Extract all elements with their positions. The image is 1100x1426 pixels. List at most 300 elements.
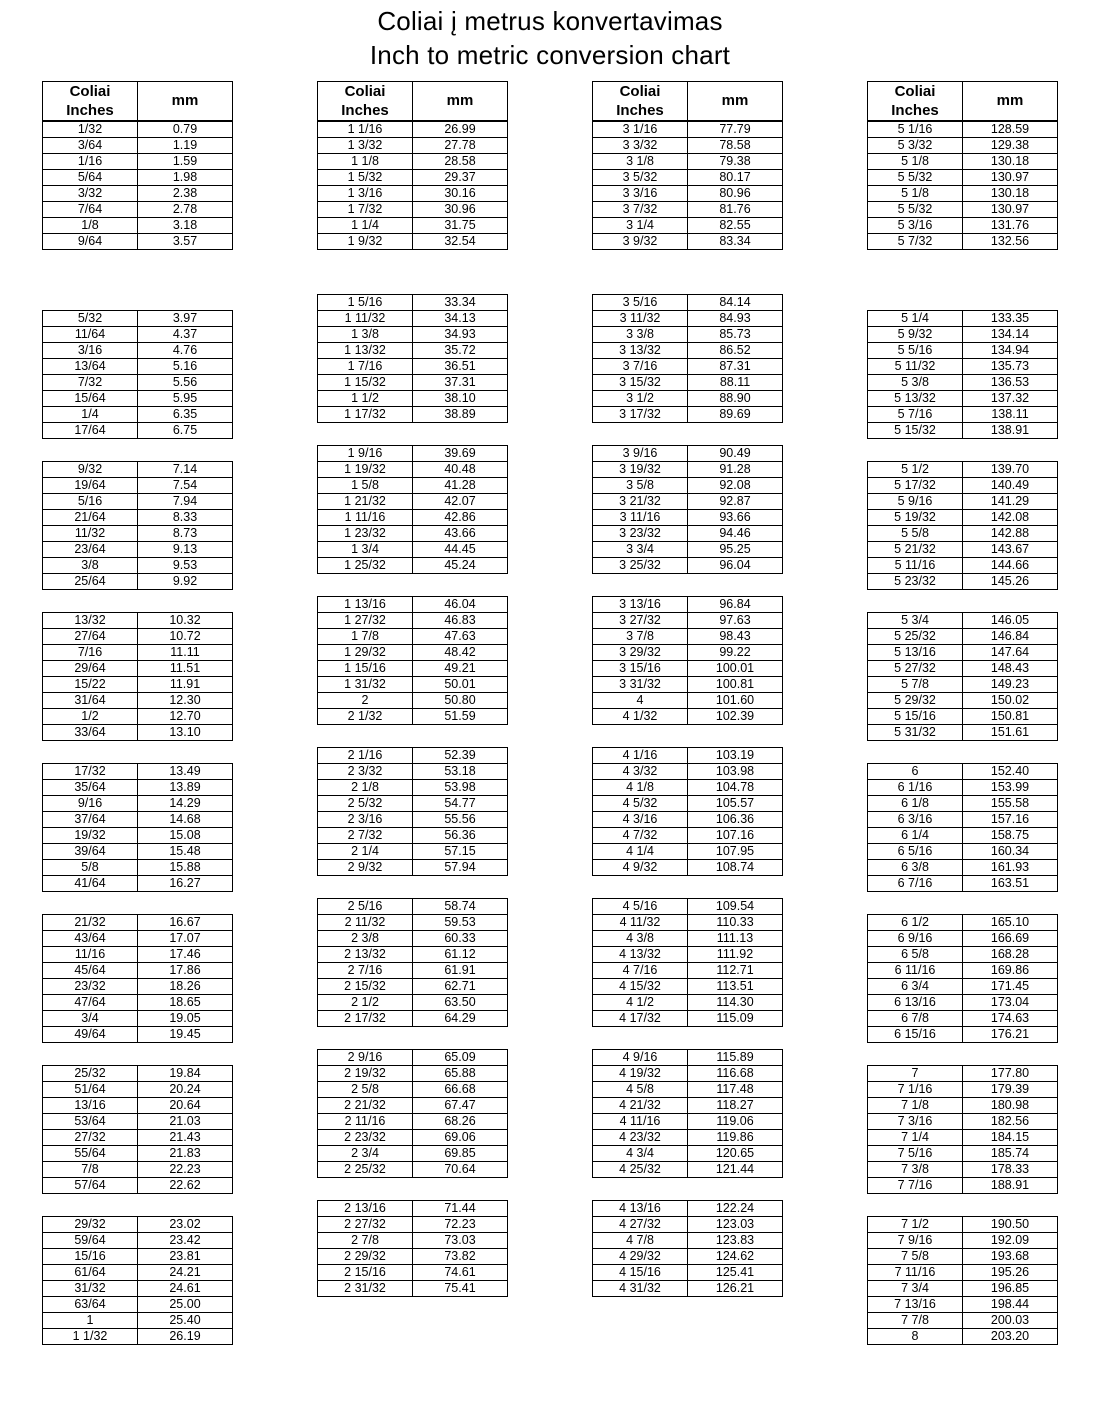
cell-inches: 2 15/32: [318, 978, 413, 994]
cell-inches: 5 13/16: [868, 644, 963, 660]
table-header-row: [43, 81, 233, 120]
cell-inches: 29/64: [43, 660, 138, 676]
cell-mm: 21.03: [138, 1113, 233, 1129]
conversion-table: [42, 121, 233, 250]
cell-mm: 19.05: [138, 1010, 233, 1026]
table-row: [593, 121, 783, 137]
cell-inches: 1 19/32: [318, 461, 413, 477]
cell-inches: 6: [868, 763, 963, 779]
cell-mm: 70.64: [413, 1161, 508, 1177]
table-row: [868, 978, 1058, 994]
table-row: [318, 294, 508, 310]
cell-inches: 4 7/32: [593, 827, 688, 843]
cell-mm: 195.26: [963, 1264, 1058, 1280]
cell-inches: 1 29/32: [318, 644, 413, 660]
cell-mm: 73.82: [413, 1248, 508, 1264]
table-row: [318, 660, 508, 676]
cell-inches: 1 13/32: [318, 342, 413, 358]
table-row: [868, 1264, 1058, 1280]
cell-mm: 115.09: [688, 1010, 783, 1026]
table-row: [593, 1081, 783, 1097]
table-row: [593, 525, 783, 541]
cell-inches: 4 7/8: [593, 1232, 688, 1248]
table-row: [43, 1328, 233, 1344]
cell-inches: 27/32: [43, 1129, 138, 1145]
cell-inches: 3 21/32: [593, 493, 688, 509]
cell-mm: 71.44: [413, 1200, 508, 1216]
cell-mm: 130.18: [963, 185, 1058, 201]
cell-inches: 2 1/4: [318, 843, 413, 859]
cell-mm: 55.56: [413, 811, 508, 827]
table-row: [318, 795, 508, 811]
cell-inches: 5 1/8: [868, 185, 963, 201]
table-row: [318, 201, 508, 217]
cell-mm: 2.38: [138, 185, 233, 201]
cell-mm: 105.57: [688, 795, 783, 811]
conversion-table: [867, 763, 1058, 892]
cell-inches: 8: [868, 1328, 963, 1344]
table-row: [593, 557, 783, 573]
table-row: [868, 1026, 1058, 1042]
cell-inches: 3 13/32: [593, 342, 688, 358]
cell-inches: 7 7/8: [868, 1312, 963, 1328]
table-row: [593, 342, 783, 358]
header-inches-lt: Coliai: [894, 82, 936, 100]
cell-mm: 23.02: [138, 1216, 233, 1232]
table-row: [43, 477, 233, 493]
table-row: [868, 541, 1058, 557]
table-row: [43, 493, 233, 509]
table-row: [593, 1049, 783, 1065]
conversion-column: [550, 81, 825, 1345]
cell-mm: 150.81: [963, 708, 1058, 724]
cell-inches: 5/64: [43, 169, 138, 185]
table-row: [43, 978, 233, 994]
table-row: [868, 169, 1058, 185]
cell-mm: 8.33: [138, 509, 233, 525]
cell-inches: 41/64: [43, 875, 138, 891]
cell-inches: 1 3/8: [318, 326, 413, 342]
cell-inches: 45/64: [43, 962, 138, 978]
cell-mm: 88.11: [688, 374, 783, 390]
cell-inches: 5 5/32: [868, 201, 963, 217]
table-row: [318, 1145, 508, 1161]
cell-mm: 145.26: [963, 573, 1058, 589]
cell-inches: 1 7/8: [318, 628, 413, 644]
cell-inches: 5 17/32: [868, 477, 963, 493]
conversion-table: [592, 898, 783, 1027]
cell-inches: 1/8: [43, 217, 138, 233]
table-row: [868, 1129, 1058, 1145]
cell-mm: 75.41: [413, 1280, 508, 1296]
table-row: [593, 811, 783, 827]
cell-inches: 6 1/8: [868, 795, 963, 811]
table-row: [593, 509, 783, 525]
cell-mm: 130.97: [963, 201, 1058, 217]
conversion-table: [42, 1065, 233, 1194]
cell-inches: 29/32: [43, 1216, 138, 1232]
cell-mm: 114.30: [688, 994, 783, 1010]
cell-mm: 98.43: [688, 628, 783, 644]
cell-inches: 3 15/16: [593, 660, 688, 676]
table-row: [868, 461, 1058, 477]
cell-inches: 3 7/16: [593, 358, 688, 374]
cell-inches: 7 7/16: [868, 1177, 963, 1193]
cell-inches: 23/64: [43, 541, 138, 557]
cell-inches: 5 9/32: [868, 326, 963, 342]
conversion-table: [317, 445, 508, 574]
cell-inches: 1 3/16: [318, 185, 413, 201]
cell-mm: 137.32: [963, 390, 1058, 406]
cell-mm: 8.73: [138, 525, 233, 541]
cell-mm: 31.75: [413, 217, 508, 233]
cell-inches: 3 25/32: [593, 557, 688, 573]
table-row: [43, 342, 233, 358]
table-row: [868, 217, 1058, 233]
cell-inches: 4 25/32: [593, 1161, 688, 1177]
cell-inches: 59/64: [43, 1232, 138, 1248]
cell-mm: 85.73: [688, 326, 783, 342]
cell-inches: 13/16: [43, 1097, 138, 1113]
cell-mm: 28.58: [413, 153, 508, 169]
cell-mm: 144.66: [963, 557, 1058, 573]
cell-inches: 3 27/32: [593, 612, 688, 628]
cell-inches: 5/8: [43, 859, 138, 875]
table-row: [868, 827, 1058, 843]
cell-mm: 91.28: [688, 461, 783, 477]
table-row: [43, 557, 233, 573]
table-row: [43, 660, 233, 676]
cell-inches: 6 1/4: [868, 827, 963, 843]
cell-inches: 5 15/32: [868, 422, 963, 438]
cell-inches: 4 17/32: [593, 1010, 688, 1026]
conversion-table: [867, 121, 1058, 250]
table-row: [593, 859, 783, 875]
cell-inches: 3 1/4: [593, 217, 688, 233]
cell-mm: 27.78: [413, 137, 508, 153]
table-row: [43, 1280, 233, 1296]
table-row: [43, 326, 233, 342]
cell-mm: 121.44: [688, 1161, 783, 1177]
cell-mm: 130.97: [963, 169, 1058, 185]
table-row: [593, 827, 783, 843]
cell-mm: 79.38: [688, 153, 783, 169]
cell-mm: 9.53: [138, 557, 233, 573]
cell-inches: 4 3/8: [593, 930, 688, 946]
cell-inches: 1 21/32: [318, 493, 413, 509]
cell-mm: 6.35: [138, 406, 233, 422]
table-row: [43, 358, 233, 374]
cell-mm: 38.89: [413, 406, 508, 422]
cell-mm: 103.19: [688, 747, 783, 763]
cell-inches: 4 5/32: [593, 795, 688, 811]
cell-inches: 4 3/4: [593, 1145, 688, 1161]
table-row: [593, 747, 783, 763]
table-row: [593, 1161, 783, 1177]
table-row: [593, 1216, 783, 1232]
cell-inches: 1 9/16: [318, 445, 413, 461]
table-row: [318, 1200, 508, 1216]
cell-mm: 50.80: [413, 692, 508, 708]
table-row: [318, 541, 508, 557]
cell-inches: 2 13/32: [318, 946, 413, 962]
cell-mm: 139.70: [963, 461, 1058, 477]
table-row: [43, 390, 233, 406]
cell-inches: 6 11/16: [868, 962, 963, 978]
cell-mm: 180.98: [963, 1097, 1058, 1113]
table-row: [318, 185, 508, 201]
cell-inches: 5 5/8: [868, 525, 963, 541]
cell-inches: 1/16: [43, 153, 138, 169]
cell-mm: 102.39: [688, 708, 783, 724]
header-inches: [43, 81, 138, 120]
table-row: [593, 1264, 783, 1280]
cell-mm: 80.96: [688, 185, 783, 201]
table-row: [318, 509, 508, 525]
column-header-table: [592, 81, 783, 121]
table-row: [868, 1081, 1058, 1097]
cell-inches: 2 1/2: [318, 994, 413, 1010]
conversion-column: [275, 81, 550, 1345]
table-row: [593, 294, 783, 310]
cell-mm: 14.68: [138, 811, 233, 827]
table-row: [593, 390, 783, 406]
table-row: [593, 994, 783, 1010]
conversion-columns: [0, 81, 1100, 1345]
cell-inches: 1/4: [43, 406, 138, 422]
cell-inches: 3 17/32: [593, 406, 688, 422]
table-row: [593, 660, 783, 676]
cell-mm: 49.21: [413, 660, 508, 676]
cell-mm: 107.16: [688, 827, 783, 843]
cell-inches: 2 5/16: [318, 898, 413, 914]
conversion-table: [317, 294, 508, 423]
header-inches: [318, 81, 413, 120]
table-row: [318, 708, 508, 724]
cell-mm: 130.18: [963, 153, 1058, 169]
table-row: [593, 1232, 783, 1248]
cell-inches: 7 1/8: [868, 1097, 963, 1113]
table-row: [43, 827, 233, 843]
cell-mm: 108.74: [688, 859, 783, 875]
conversion-table: [317, 747, 508, 876]
table-row: [868, 843, 1058, 859]
cell-inches: 33/64: [43, 724, 138, 740]
conversion-table: [592, 1049, 783, 1178]
cell-inches: 1/2: [43, 708, 138, 724]
table-row: [318, 779, 508, 795]
table-row: [868, 1328, 1058, 1344]
cell-mm: 97.63: [688, 612, 783, 628]
cell-inches: 55/64: [43, 1145, 138, 1161]
cell-inches: 2 1/8: [318, 779, 413, 795]
cell-mm: 133.35: [963, 310, 1058, 326]
cell-mm: 72.23: [413, 1216, 508, 1232]
cell-inches: 19/64: [43, 477, 138, 493]
cell-inches: 3 3/16: [593, 185, 688, 201]
table-row: [593, 477, 783, 493]
table-row: [868, 1280, 1058, 1296]
cell-mm: 119.86: [688, 1129, 783, 1145]
cell-mm: 9.92: [138, 573, 233, 589]
cell-mm: 87.31: [688, 358, 783, 374]
cell-inches: 9/32: [43, 461, 138, 477]
cell-mm: 176.21: [963, 1026, 1058, 1042]
cell-inches: 1 1/32: [43, 1328, 138, 1344]
table-row: [43, 1296, 233, 1312]
cell-mm: 30.96: [413, 201, 508, 217]
cell-inches: 1 31/32: [318, 676, 413, 692]
table-header-row: [593, 81, 783, 120]
cell-inches: 2 7/16: [318, 962, 413, 978]
table-row: [868, 811, 1058, 827]
conversion-table: [317, 596, 508, 725]
table-row: [593, 406, 783, 422]
column-header-table: [317, 81, 508, 121]
cell-mm: 96.04: [688, 557, 783, 573]
table-row: [593, 1145, 783, 1161]
cell-mm: 22.62: [138, 1177, 233, 1193]
table-row: [593, 914, 783, 930]
table-row: [318, 169, 508, 185]
table-row: [593, 612, 783, 628]
table-row: [593, 310, 783, 326]
cell-inches: 4 9/32: [593, 859, 688, 875]
cell-inches: 3/32: [43, 185, 138, 201]
table-row: [318, 1113, 508, 1129]
cell-mm: 15.08: [138, 827, 233, 843]
cell-inches: 7 9/16: [868, 1232, 963, 1248]
cell-mm: 119.06: [688, 1113, 783, 1129]
table-row: [43, 1264, 233, 1280]
cell-mm: 149.23: [963, 676, 1058, 692]
conversion-table: [867, 914, 1058, 1043]
cell-mm: 143.67: [963, 541, 1058, 557]
cell-mm: 5.95: [138, 390, 233, 406]
cell-inches: 2 1/32: [318, 708, 413, 724]
cell-mm: 157.16: [963, 811, 1058, 827]
cell-inches: 7: [868, 1065, 963, 1081]
cell-mm: 122.24: [688, 1200, 783, 1216]
cell-mm: 20.64: [138, 1097, 233, 1113]
header-inches-en: Inches: [616, 101, 664, 119]
table-row: [593, 169, 783, 185]
cell-inches: 4 11/32: [593, 914, 688, 930]
cell-mm: 7.54: [138, 477, 233, 493]
cell-mm: 19.45: [138, 1026, 233, 1042]
cell-inches: 6 5/8: [868, 946, 963, 962]
table-row: [868, 994, 1058, 1010]
cell-inches: 5 13/32: [868, 390, 963, 406]
header-mm: mm: [138, 81, 233, 120]
cell-inches: 7 3/16: [868, 1113, 963, 1129]
cell-inches: 2 17/32: [318, 1010, 413, 1026]
table-row: [593, 137, 783, 153]
cell-inches: 5 5/32: [868, 169, 963, 185]
cell-inches: 4 1/2: [593, 994, 688, 1010]
table-row: [868, 612, 1058, 628]
cell-mm: 56.36: [413, 827, 508, 843]
cell-inches: 5/32: [43, 310, 138, 326]
cell-mm: 57.15: [413, 843, 508, 859]
table-row: [43, 946, 233, 962]
cell-mm: 24.61: [138, 1280, 233, 1296]
cell-inches: 6 7/8: [868, 1010, 963, 1026]
cell-inches: 2 11/16: [318, 1113, 413, 1129]
cell-inches: 1 23/32: [318, 525, 413, 541]
table-row: [318, 827, 508, 843]
cell-mm: 65.88: [413, 1065, 508, 1081]
cell-mm: 146.84: [963, 628, 1058, 644]
cell-mm: 3.97: [138, 310, 233, 326]
table-row: [318, 390, 508, 406]
table-row: [593, 1248, 783, 1264]
table-row: [318, 1248, 508, 1264]
table-row: [43, 233, 233, 249]
cell-inches: 1 5/8: [318, 477, 413, 493]
table-row: [318, 644, 508, 660]
table-row: [43, 795, 233, 811]
conversion-table: [42, 914, 233, 1043]
cell-inches: 3 7/8: [593, 628, 688, 644]
table-row: [868, 875, 1058, 891]
cell-mm: 7.14: [138, 461, 233, 477]
table-row: [868, 406, 1058, 422]
cell-mm: 36.51: [413, 358, 508, 374]
cell-inches: 5 3/8: [868, 374, 963, 390]
column-header-table: [42, 81, 233, 121]
table-row: [593, 1200, 783, 1216]
header-mm: mm: [963, 81, 1058, 120]
cell-inches: 1 15/32: [318, 374, 413, 390]
table-row: [868, 660, 1058, 676]
cell-inches: 3 23/32: [593, 525, 688, 541]
cell-mm: 61.12: [413, 946, 508, 962]
cell-inches: 4 1/32: [593, 708, 688, 724]
cell-mm: 65.09: [413, 1049, 508, 1065]
conversion-table: [592, 596, 783, 725]
table-row: [868, 137, 1058, 153]
cell-inches: 2: [318, 692, 413, 708]
cell-inches: 5 23/32: [868, 573, 963, 589]
conversion-table: [592, 121, 783, 250]
conversion-table: [317, 121, 508, 250]
cell-inches: 57/64: [43, 1177, 138, 1193]
cell-mm: 0.79: [138, 121, 233, 137]
table-row: [868, 374, 1058, 390]
table-row: [868, 795, 1058, 811]
cell-mm: 103.98: [688, 763, 783, 779]
cell-mm: 21.43: [138, 1129, 233, 1145]
cell-mm: 34.13: [413, 310, 508, 326]
table-row: [593, 843, 783, 859]
cell-mm: 161.93: [963, 859, 1058, 875]
table-row: [43, 1248, 233, 1264]
cell-inches: 53/64: [43, 1113, 138, 1129]
table-row: [43, 1312, 233, 1328]
table-row: [318, 406, 508, 422]
cell-inches: 6 7/16: [868, 875, 963, 891]
table-row: [43, 875, 233, 891]
cell-mm: 193.68: [963, 1248, 1058, 1264]
cell-inches: 4 21/32: [593, 1097, 688, 1113]
cell-mm: 129.38: [963, 137, 1058, 153]
table-row: [868, 390, 1058, 406]
cell-mm: 10.72: [138, 628, 233, 644]
table-row: [318, 493, 508, 509]
cell-inches: 7 13/16: [868, 1296, 963, 1312]
table-row: [318, 374, 508, 390]
